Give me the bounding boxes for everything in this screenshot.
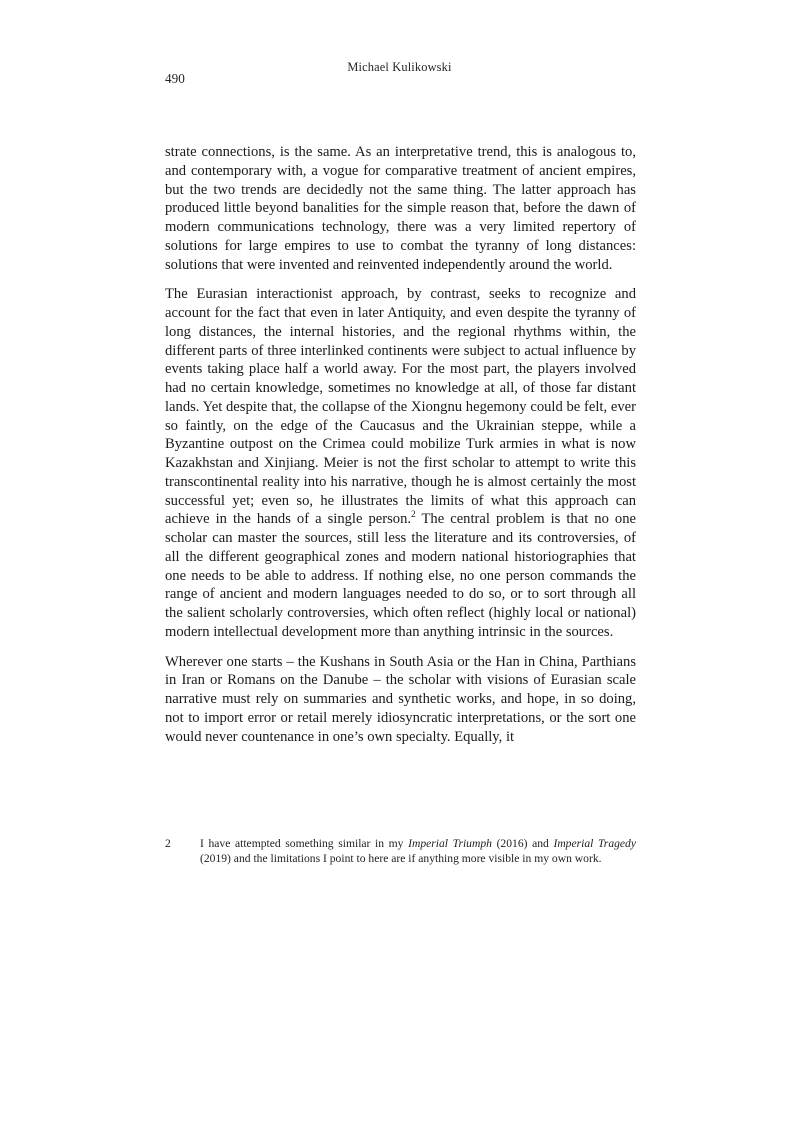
footnote-area: [165, 836, 636, 866]
footnote-number: 2: [165, 837, 171, 850]
footnote-item: [165, 836, 636, 866]
page-number: 490: [165, 71, 185, 86]
footnote-text-lead: I have attempted something similar in my: [200, 837, 409, 850]
footnote-title-imperial-triumph: Imperial Triumph: [408, 837, 492, 850]
body-text-block: [165, 143, 636, 746]
body-paragraph: Wherever one starts – the Kushans in South Asia or the Han in China, Parthians in Iran or Romans on the Danube – the scholar with visions of Eurasian scale narrative must rely on summaries and synthetic works, and hope, in so doing, not to import error or retail merely idiosyncratic interpretations, or the sort one would never countenance in one’s own specialty. Equally, it: [165, 653, 636, 745]
body-paragraph-text: The Eurasian interactionist approach, by contrast, seeks to recognize and account for the fact that even in later Antiquity, and even despite the tyranny of long distances, the internal histories, and the regional rhythms within, the different parts of three interlinked continents were subject to actual influence by events taking place half a world away. For the most part, the players involved had no certain knowledge, sometimes no knowledge at all, of those far distant lands. Yet despite that, the collapse of the Xiongnu hegemony could be felt, ever so faintly, on the edge of the Caucasus and the Ukrainian steppe, while a Byzantine outpost on the Crimea could mobilize Turk armies in what is now Kazakhstan and Xinjiang. Meier is not the first scholar to attempt to write this transcontinental reality into his narrative, though he is almost certainly the most successful yet; even so, he illustrates the limits of what this approach can achieve in the hands of a single person.: [165, 286, 636, 528]
body-paragraph-text-continued: The central problem is that no one scholar can master the sources, still less the literature and its controversies, of all the different geographical zones and modern national historiographies that one needs to be able to address. If nothing else, no one person commands the range of ancient and modern languages needed to do so, or to sort through all the salient scholarly controversies, which often reflect (highly local or national) modern intellectual development more than anything intrinsic in the sources.: [165, 511, 636, 640]
footnote-reference-2[interactable]: 2: [411, 510, 416, 521]
body-paragraph: strate connections, is the same. As an interpretative trend, this is analogous to, and contemporary with, a vogue for comparative treatment of ancient empires, but the two trends are decidedly not the same thing. The latter approach has produced little beyond banalities for the simple reason that, before the dawn of modern communications technology, there was a very limited repertory of solutions for large empires to use to combat the tyranny of long distances: solutions that were invented and reinvented independently around the world.: [165, 144, 636, 273]
footnote-text-middle: (2016) and: [491, 837, 554, 850]
footnote-title-imperial-tragedy: Imperial Tragedy: [553, 837, 636, 850]
body-paragraph: [165, 285, 636, 641]
footnote-text-tail: (2019) and the limitations I point to here are if anything more visible in my own work.: [200, 852, 602, 866]
running-head: Michael Kulikowski: [347, 60, 452, 74]
